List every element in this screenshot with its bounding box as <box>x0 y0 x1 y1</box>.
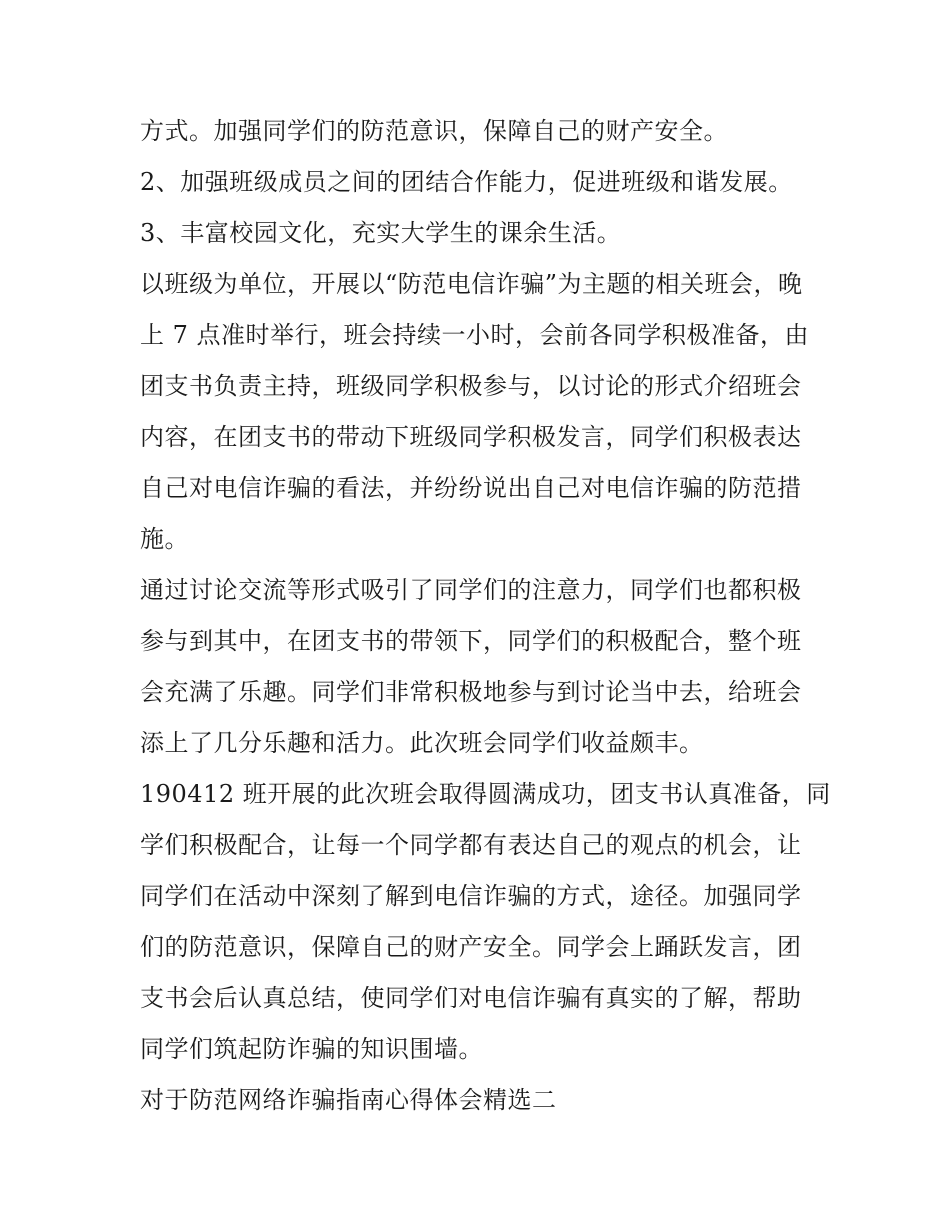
text-line: 内容，在团支书的带动下班级同学积极发言，同学们积极表达 <box>140 423 802 451</box>
section-heading: 对于防范网络诈骗指南心得体会精选二 <box>140 1086 557 1114</box>
text-line: 会充满了乐趣。同学们非常积极地参与到讨论当中去，给班会 <box>140 678 802 706</box>
text-line: 自己对电信诈骗的看法，并纷纷说出自己对电信诈骗的防范措 <box>140 474 802 502</box>
text-line: 支书会后认真总结，使同学们对电信诈骗有真实的了解，帮助 <box>140 984 802 1012</box>
text-line: 学们积极配合，让每一个同学都有表达自己的观点的机会，让 <box>140 831 802 859</box>
text-line: 们的防范意识，保障自己的财产安全。同学会上踊跃发言，团 <box>140 933 802 961</box>
text-line: 以班级为单位，开展以“防范电信诈骗”为主题的相关班会，晚 <box>140 270 803 298</box>
text-line: 上 7 点准时举行，班会持续一小时，会前各同学积极准备，由 <box>140 321 810 349</box>
text-line: 3、丰富校园文化，充实大学生的课余生活。 <box>140 219 622 247</box>
text-line: 团支书负责主持，班级同学积极参与，以讨论的形式介绍班会 <box>140 372 802 400</box>
text-line: 添上了几分乐趣和活力。此次班会同学们收益颇丰。 <box>140 729 704 757</box>
text-line: 方式。加强同学们的防范意识，保障自己的财产安全。 <box>140 117 728 145</box>
text-line: 2、加强班级成员之间的团结合作能力，促进班级和谐发展。 <box>140 168 793 196</box>
text-line: 通过讨论交流等形式吸引了同学们的注意力，同学们也都积极 <box>140 576 802 604</box>
document-body <box>140 106 831 1126</box>
text-line: 参与到其中，在团支书的带领下，同学们的积极配合，整个班 <box>140 627 802 655</box>
text-line: 同学们在活动中深刻了解到电信诈骗的方式，途径。加强同学 <box>140 882 802 910</box>
text-line: 施。 <box>140 525 189 553</box>
text-line: 190412 班开展的此次班会取得圆满成功，团支书认真准备，同 <box>140 780 831 808</box>
text-line: 同学们筑起防诈骗的知识围墙。 <box>140 1035 483 1063</box>
